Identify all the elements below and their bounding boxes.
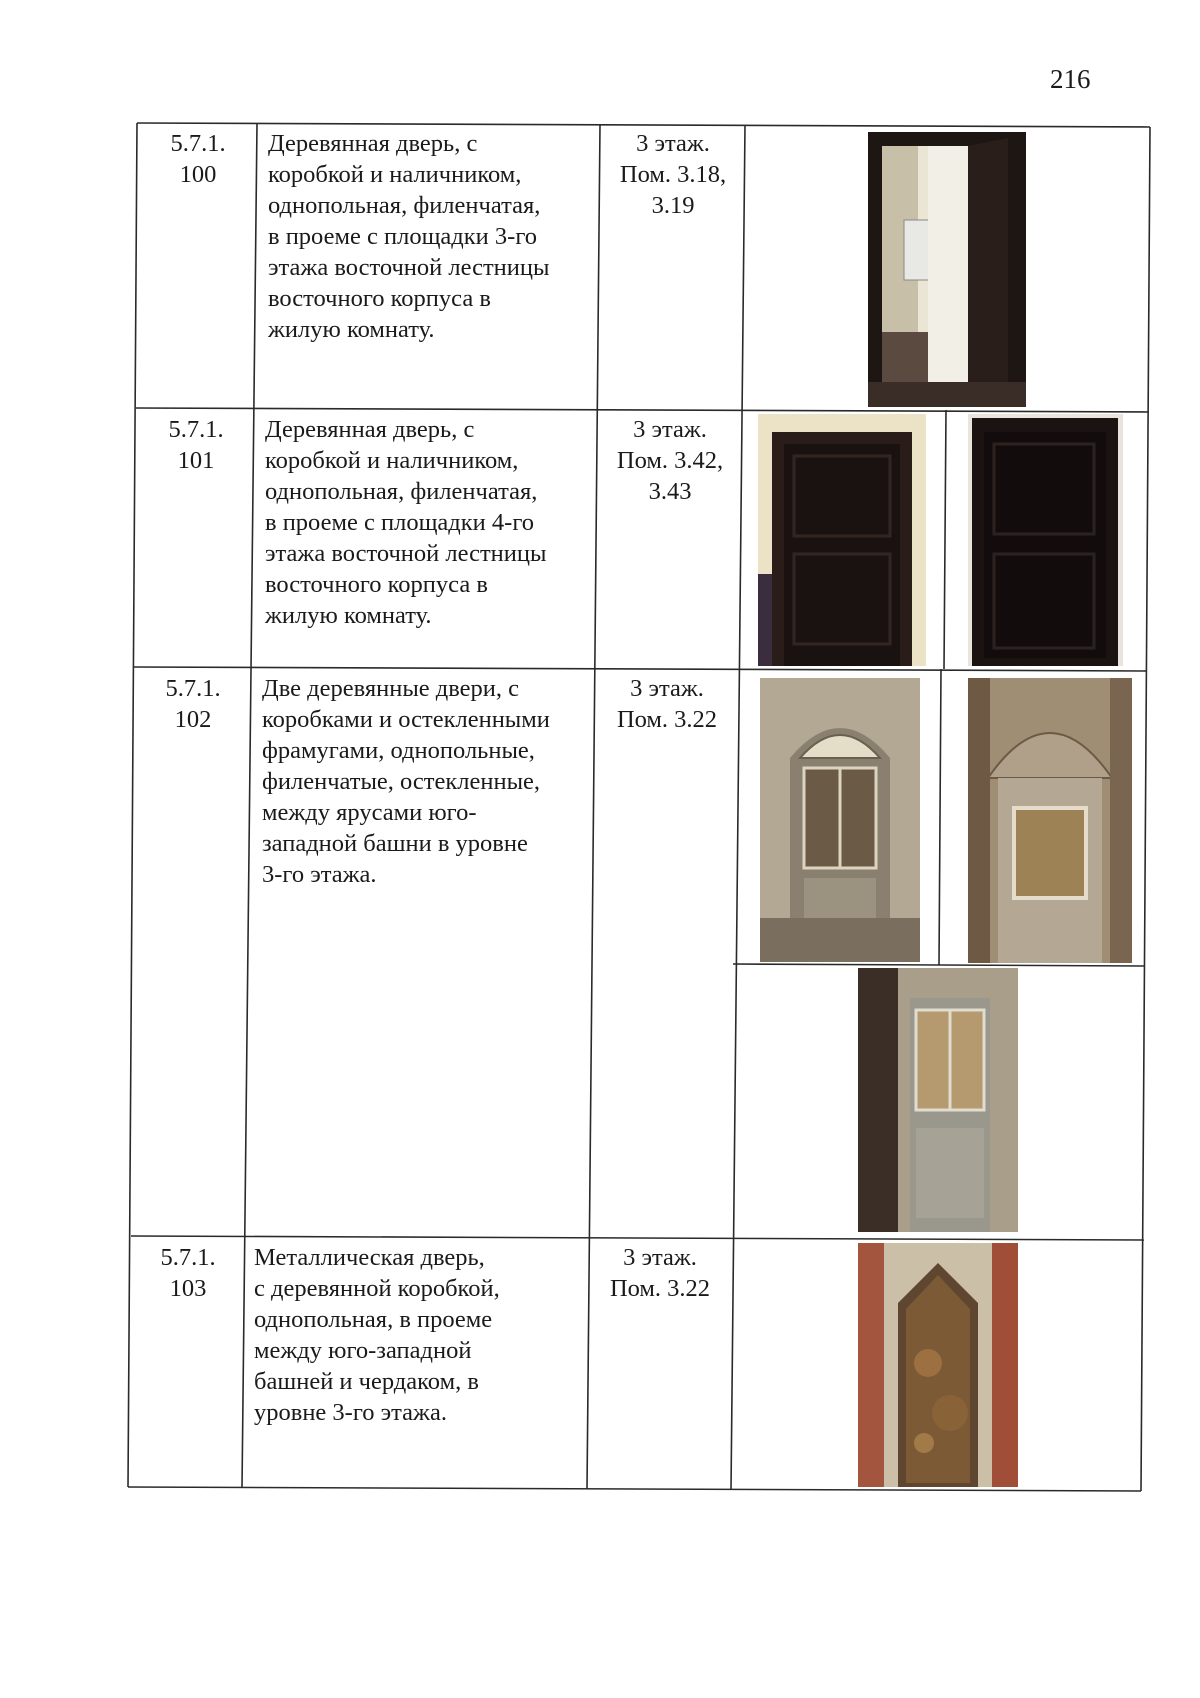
row-4-location: 3 этаж. Пом. 3.22 xyxy=(609,1244,711,1302)
row-2-location: 3 этаж. Пом. 3.42, 3.43 xyxy=(616,416,724,505)
row-2-photo-door-1 xyxy=(758,414,926,666)
page-number: 216 xyxy=(1050,64,1091,94)
table-border-row-1 xyxy=(136,408,1149,412)
row-4-photo-rusty-door xyxy=(858,1243,1018,1487)
row-3-location: 3 этаж. Пом. 3.22 xyxy=(616,675,718,733)
table-border-left xyxy=(128,123,137,1487)
photo-divider-row3 xyxy=(939,669,941,965)
row-2-number: 5.7.1. 101 xyxy=(168,416,224,474)
row-2-photo-door-2 xyxy=(968,414,1123,666)
row-3-photo-open-glazed-door xyxy=(858,968,1018,1232)
row-3-photo-arched-door xyxy=(760,678,920,962)
row-3-number: 5.7.1. 102 xyxy=(165,675,221,733)
table-border-row-3 xyxy=(131,1236,1144,1240)
row-4-description: Металлическая дверь, с деревянной коробкой, однопольная, в проеме между юго-западной башней и чердаком, в уровне 3-го этажа. xyxy=(254,1244,500,1426)
row-2-description: Деревянная дверь, с коробкой и наличником, однопольная, филенчатая, в проеме с площадки 4-го этажа восточной лестницы восточного корпуса в жилую комнату. xyxy=(265,416,547,629)
photo-divider-row2 xyxy=(944,410,946,669)
col-divider-3 xyxy=(731,125,745,1490)
table-border-top xyxy=(137,123,1150,127)
table-border-bottom xyxy=(128,1487,1141,1491)
row-3-description: Две деревянные двери, с коробками и остекленными фрамугами, однопольные, филенчатые, остекленные, между ярусами юго- западной башни в уровне 3-го этажа. xyxy=(262,675,550,888)
row-1-description: Деревянная дверь, с коробкой и наличником, однопольная, филенчатая, в проеме с площадки 3-го этажа восточной лестницы восточного корпуса в жилую комнату. xyxy=(268,130,550,343)
row-4-number: 5.7.1. 103 xyxy=(160,1244,216,1302)
row-1-photo-open-door xyxy=(868,132,1026,407)
row-1-number: 5.7.1. 100 xyxy=(170,130,226,188)
row-1-location: 3 этаж. Пом. 3.18, 3.19 xyxy=(619,130,727,219)
table-border-row-2 xyxy=(134,667,1147,671)
row-3-photo-arched-door-worn xyxy=(968,678,1132,963)
table-border-right xyxy=(1141,127,1150,1491)
photo-grid-divider xyxy=(733,964,1145,966)
